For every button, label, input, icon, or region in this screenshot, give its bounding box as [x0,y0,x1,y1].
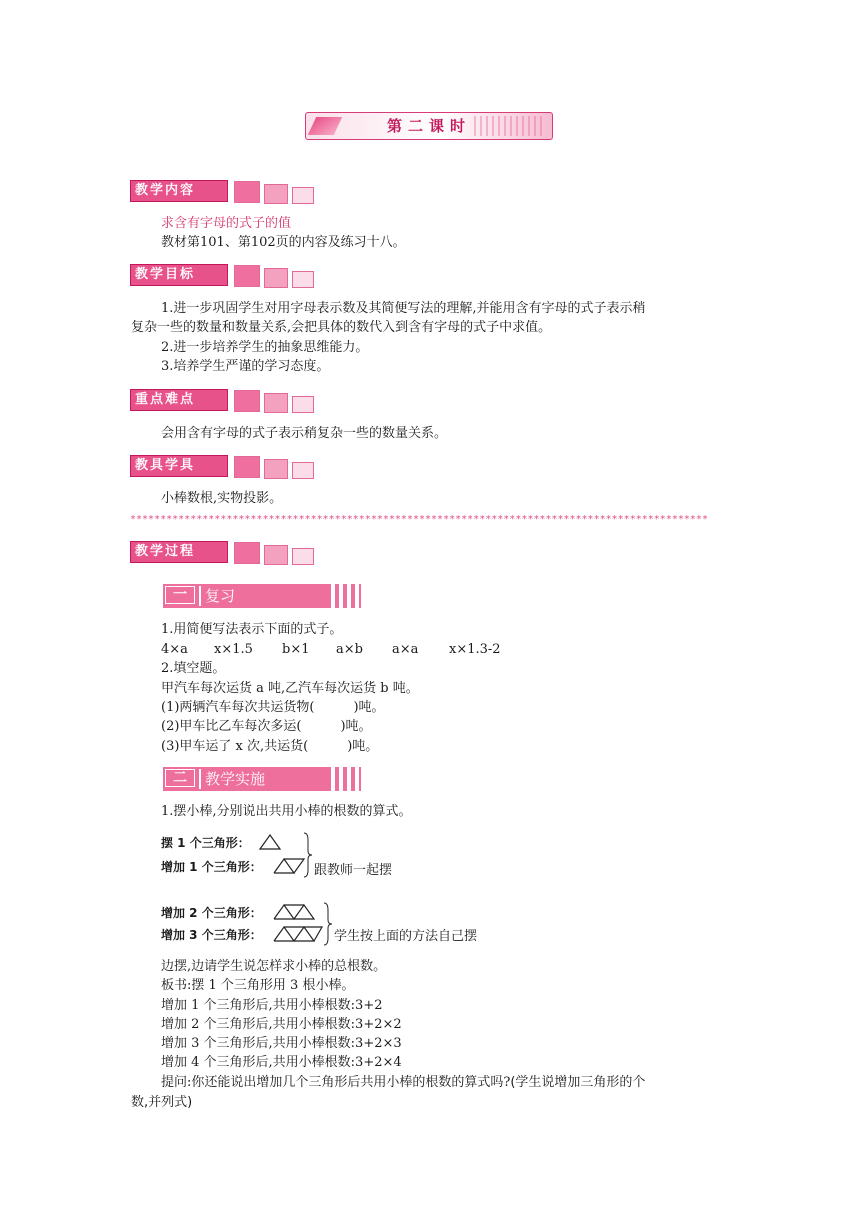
section-header-label: 教学目标 [130,264,228,286]
header-square [234,181,260,203]
review-expr-5: a×a [392,642,419,657]
teaching-p4: 增加 2 个三角形后,共用小棒根数:3+2×2 [161,1017,402,1032]
review-q2: 2.填空题。 [161,661,226,676]
teaching-question-note-cont: 数,并列式) [131,1095,193,1110]
header-square [292,271,314,288]
review-expr-4: a×b [336,642,363,657]
figure-row-4: 增加 3 个三角形： [161,928,262,942]
stage-bars [335,584,361,608]
brace-icon [322,902,334,946]
review-q1: 1.用简便写法表示下面的式子。 [161,622,343,637]
review-expr-3: b×1 [282,642,310,657]
teaching-p3: 增加 1 个三角形后,共用小棒根数:3+2 [161,998,383,1013]
star-divider: ************************************************************************************************ [130,514,708,525]
figure-note-2: 学生按上面的方法自己摆 [334,929,478,944]
triangle-1-icon [258,834,282,850]
header-square [264,184,288,204]
teaching-question-note: (学生说增加三角形的个 [510,1075,646,1090]
header-square [292,548,314,565]
review-blank-3: (3)甲车运了 x 次,共运货( )吨。 [161,739,379,754]
header-square [292,187,314,204]
review-blank-1: (1)两辆汽车每次共运货物( )吨。 [161,700,385,715]
review-expr-6: x×1.3-2 [449,642,501,657]
section-header-label: 教学内容 [130,180,228,202]
lesson-title-banner [305,112,553,140]
section-header-label: 教学过程 [130,541,228,563]
content-text: 教材第101、第102页的内容及练习十八。 [161,235,406,250]
stage-separator [199,586,201,606]
tools-text: 小棒数根,实物投影。 [161,491,283,506]
header-square [292,396,314,413]
review-blank-2: (2)甲车比乙车每次多运( )吨。 [161,719,372,734]
header-square [234,265,260,287]
review-intro: 甲汽车每次运货 a 吨,乙汽车每次运货 b 吨。 [161,681,419,696]
review-expr-2: x×1.5 [214,642,253,657]
goals-line-3: 2.进一步培养学生的抽象思维能力。 [161,340,369,355]
stage-label: 复习 [205,587,236,605]
header-square [264,545,288,565]
header-square [264,268,288,288]
figure-row-3: 增加 2 个三角形： [161,906,262,920]
triangles-4-icon [272,925,324,942]
stage-separator [199,769,201,789]
header-square [292,462,314,479]
header-square [234,542,260,564]
content-topic: 求含有字母的式子的值 [161,216,292,231]
teaching-question [161,1074,645,1092]
figure-note-1: 跟教师一起摆 [314,863,393,878]
key-text: 会用含有字母的式子表示稍复杂一些的数量关系。 [161,426,448,441]
teaching-p2: 板书:摆 1 个三角形用 3 根小棒。 [161,978,355,993]
stage-header-review [163,584,361,608]
review-expr-1: 4×a [161,642,188,657]
triangles-3-icon [272,903,320,920]
lesson-title: 第二课时 [386,117,471,135]
stage-header-teaching [163,767,361,791]
header-square [264,393,288,413]
figure-row-1: 摆 1 个三角形： [161,836,250,850]
stage-bars [335,767,361,791]
teaching-p1: 边摆,边请学生说怎样求小棒的总根数。 [161,959,387,974]
goals-line-2: 复杂一些的数量和数量关系,会把具体的数代入到含有字母的式子中求值。 [131,320,552,335]
header-square [234,390,260,412]
stage-label: 教学实施 [205,770,266,788]
brace-icon [302,832,314,878]
teaching-q1: 1.摆小棒,分别说出共用小棒的根数的算式。 [161,804,412,819]
section-header-label: 重点难点 [130,389,228,411]
stage-number: 一 [165,586,195,604]
figure-row-2: 增加 1 个三角形： [161,860,262,874]
goals-line-4: 3.培养学生严谨的学习态度。 [161,359,330,374]
teaching-p6: 增加 4 个三角形后,共用小棒根数:3+2×4 [161,1055,402,1070]
section-header-label: 教具学具 [130,455,228,477]
stage-number: 二 [165,769,195,787]
goals-line-1: 1.进一步巩固学生对用字母表示数及其简便写法的理解,并能用含有字母的式子表示稍 [161,301,646,316]
teaching-question-text: 提问:你还能说出增加几个三角形后共用小棒的根数的算式吗? [161,1075,511,1090]
teaching-p5: 增加 3 个三角形后,共用小棒根数:3+2×3 [161,1036,402,1051]
header-square [234,456,260,478]
header-square [264,459,288,479]
